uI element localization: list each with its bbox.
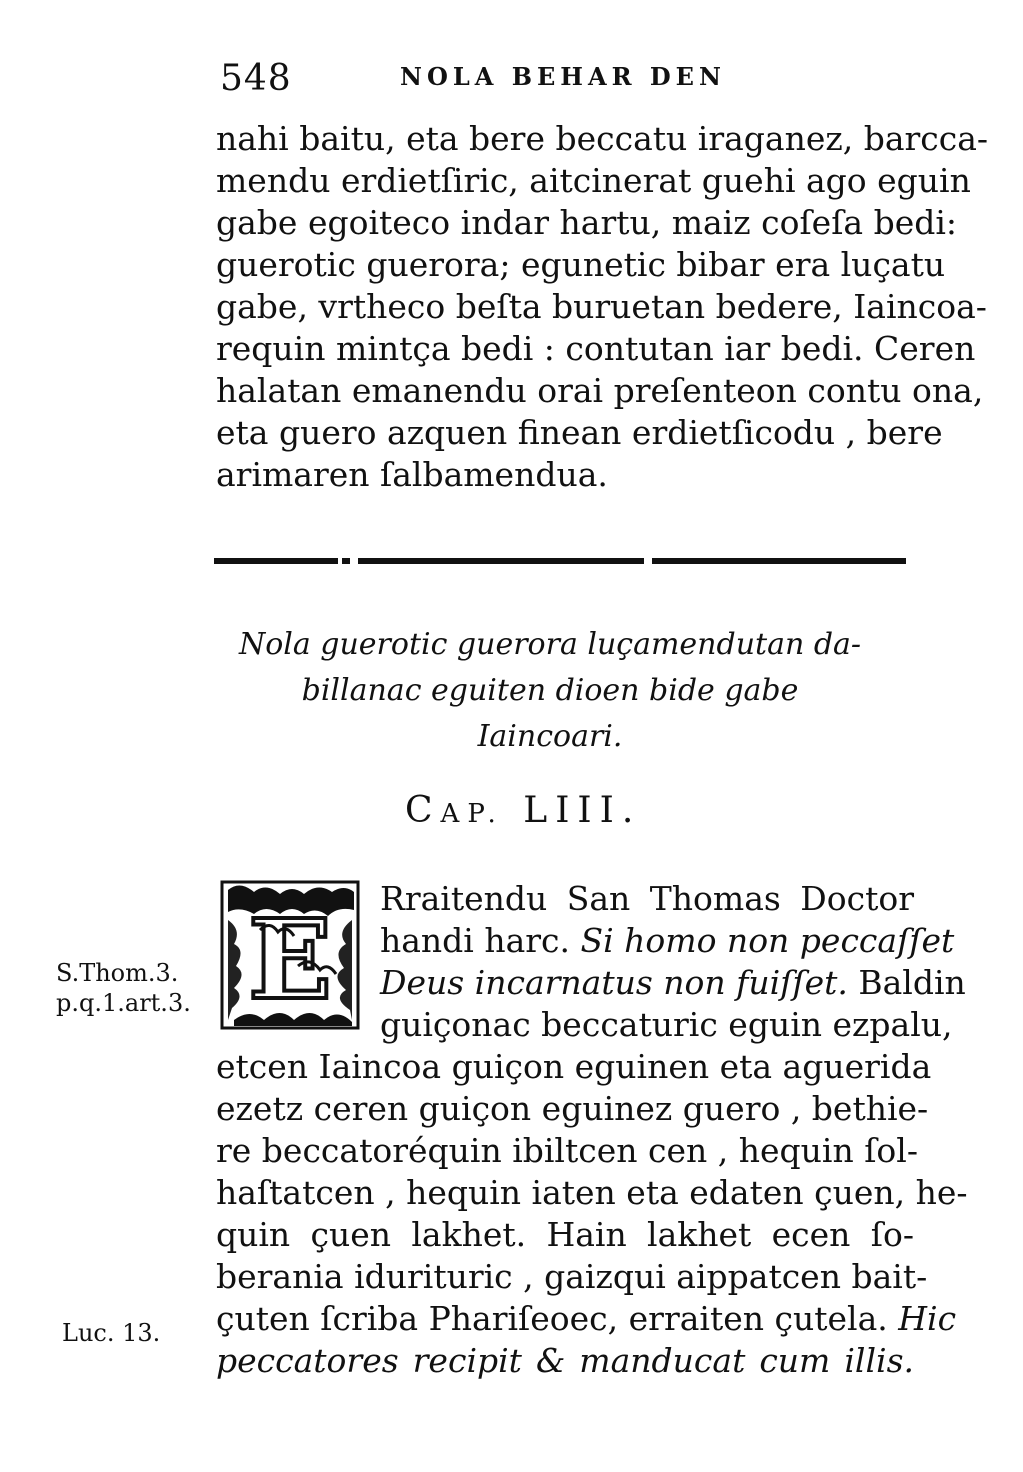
margin-note-thomas	[56, 958, 191, 1018]
chapter-title-line: Nola guerotic guerora luçamendutan da-	[238, 627, 862, 662]
chapter-number: LIII.	[523, 790, 642, 831]
chapter-title-line: billanac eguiten dioen bide gabe	[301, 673, 799, 708]
text-line: haſtatcen , hequin iaten eta edaten çuen, he-	[216, 1173, 968, 1212]
text-line	[380, 920, 955, 962]
rule-dot	[342, 558, 350, 564]
text-line: etcen Iaincoa guiçon eguinen eta aguerida	[216, 1047, 932, 1086]
text-run: çuten ſcriba Phariſeoec, erraiten çutela.	[216, 1299, 899, 1338]
text-run: handi harc.	[380, 921, 581, 960]
text-line: mendu erdietſiric, aitcinerat guehi ago eguin	[216, 161, 971, 200]
text-line: arimaren ſalbamendua.	[216, 455, 608, 494]
latin-quote: Si homo non peccaſſet	[580, 921, 955, 960]
text-line: quin çuen lakhet. Hain lakhet ecen ſo-	[216, 1215, 914, 1254]
top-paragraph	[216, 118, 989, 496]
chapter-heading	[405, 790, 641, 831]
page-number: 548	[220, 58, 292, 99]
margin-note-line: p.q.1.art.3.	[56, 989, 191, 1017]
text-line: gabe, vrtheco beſta buruetan bedere, Iaincoa-	[216, 287, 987, 326]
text-line	[380, 878, 914, 920]
decorated-initial	[220, 880, 360, 1030]
rule-segment	[358, 558, 644, 564]
cap-lines	[380, 878, 966, 1046]
drop-cap-letter: E	[248, 895, 332, 1024]
text-run: Rraitendu San Thomas Doctor	[380, 879, 914, 918]
text-run: guiçonac beccaturic eguin ezpalu,	[380, 1005, 953, 1044]
text-line	[380, 1004, 953, 1046]
text-line: gabe egoiteco indar hartu, maiz coſeſa bedi:	[216, 203, 958, 242]
text-line: ezetz ceren guiçon eguinez guero , bethie-	[216, 1089, 929, 1128]
chapter-heading-cap: C	[405, 790, 441, 831]
margin-note-line: S.Thom.3.	[56, 959, 179, 987]
text-line: halatan emanendu orai preſenteon contu ona,	[216, 371, 984, 410]
margin-note-luke: Luc. 13.	[62, 1319, 161, 1347]
text-line	[380, 962, 966, 1004]
chapter-title-line: Iaincoari.	[477, 719, 623, 754]
latin-quote: Hic	[898, 1299, 957, 1338]
text-line: peccatores recipit & manducat cum illis.	[216, 1341, 914, 1380]
text-line: berania idurituric , gaizqui aippatcen bait-	[216, 1257, 928, 1296]
text-line: requin mintça bedi : contutan iar bedi. Ceren	[216, 329, 976, 368]
rule-segment	[214, 558, 338, 564]
latin-quote: Deus incarnatus non fuiſſet.	[380, 963, 848, 1002]
rule-segment	[652, 558, 906, 564]
running-head: NOLA BEHAR DEN	[400, 62, 726, 91]
text-line: eta guero azquen finean erdietſicodu , bere	[216, 413, 943, 452]
text-line: re beccatoréquin ibiltcen cen , hequin ſol-	[216, 1131, 918, 1170]
text-run: Baldin	[847, 963, 966, 1002]
text-line	[216, 1298, 957, 1340]
chapter-title	[230, 622, 870, 760]
chapter-heading-rest: AP.	[440, 799, 504, 829]
text-line: guerotic guerora; egunetic bibar era luçatu	[216, 245, 946, 284]
body-paragraph	[216, 1046, 968, 1382]
text-line: nahi baitu, eta bere beccatu iraganez, barcca-	[216, 119, 989, 158]
